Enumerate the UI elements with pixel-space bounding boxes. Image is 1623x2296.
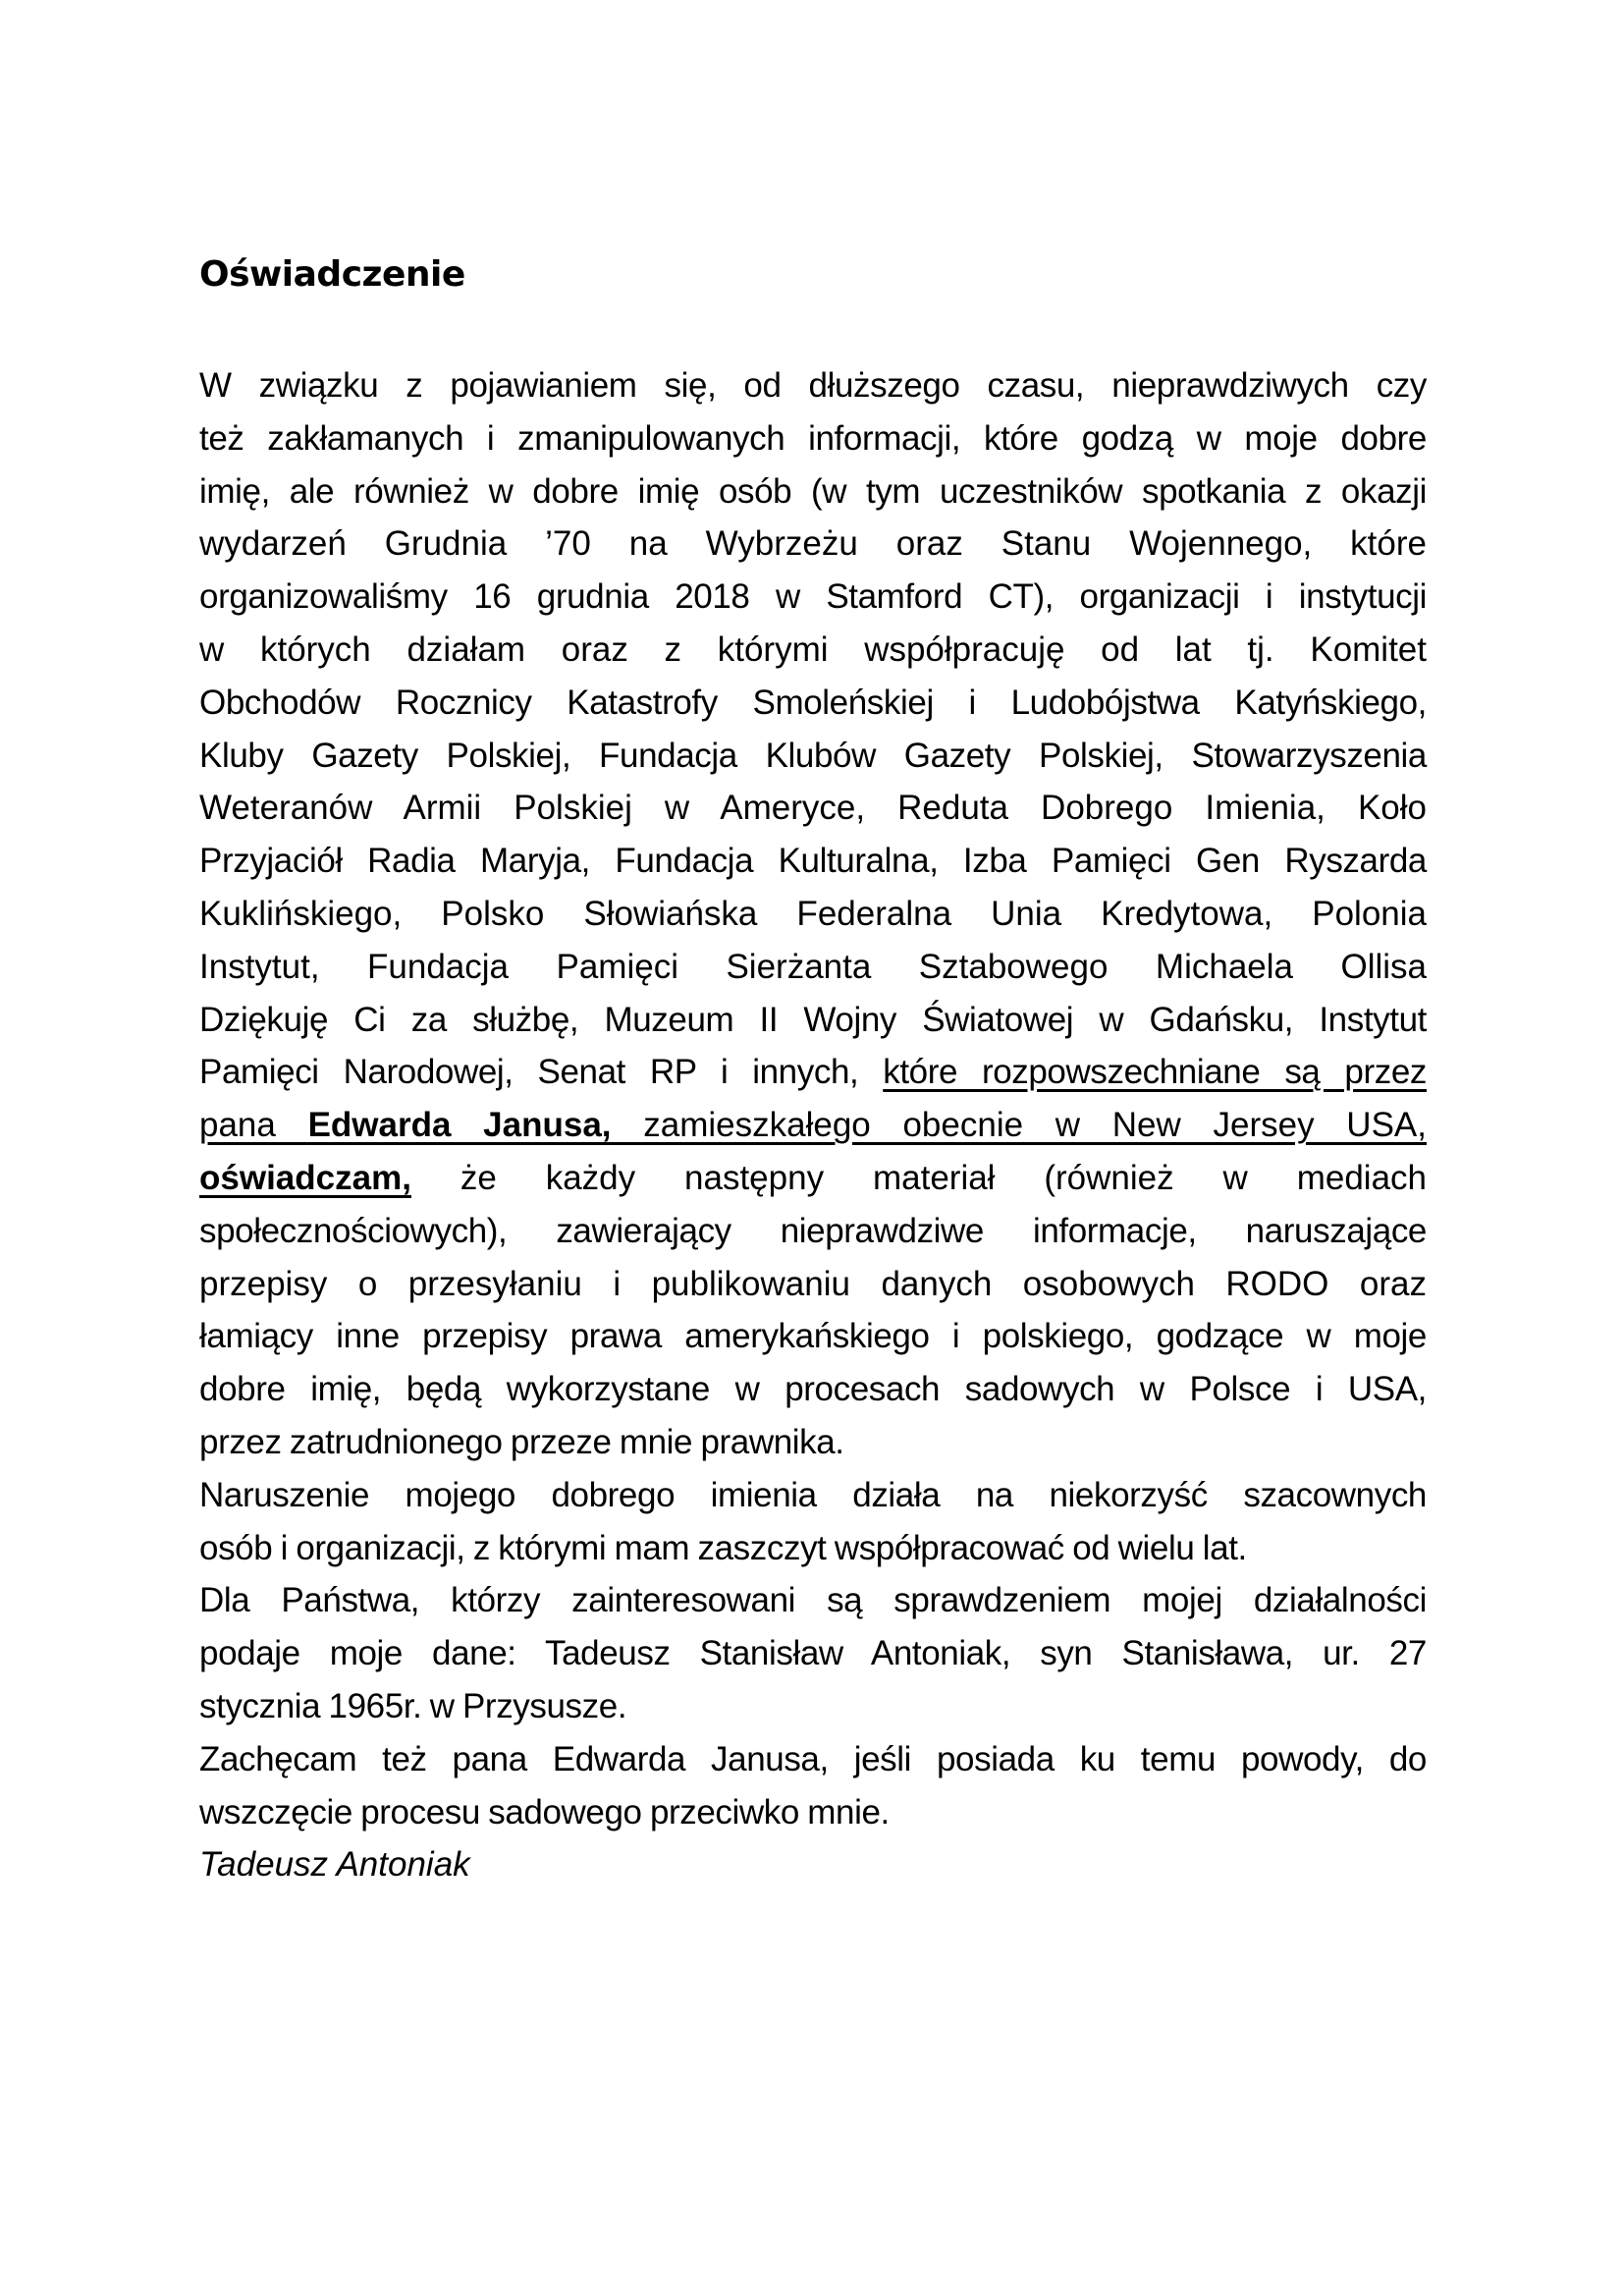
bold-name-edwarda-janusa: Edwarda Janusa, (307, 1106, 612, 1145)
body-line: podaje moje dane: Tadeusz Stanisław Antoniak, syn Stanisława, ur. 27 (199, 1634, 1427, 1673)
plain-text: że każdy następny materiał (również w mediach (410, 1158, 1427, 1197)
body-line: też zakłamanych i zmanipulowanych informacji, które godzą w moje dobre (199, 418, 1427, 458)
underlined-text: pana (199, 1106, 308, 1145)
body-line: Weteranów Armii Polskiej w Ameryce, Reduta Dobrego Imienia, Koło (199, 789, 1427, 828)
body-line: wydarzeń Grudnia ’70 na Wybrzeżu oraz Stanu Wojennego, które (199, 524, 1427, 564)
document-title: Oświadczenie (199, 254, 465, 295)
body-line: dobre imię, będą wykorzystane w procesach sadowych w Polsce i USA, (199, 1370, 1427, 1409)
body-line: Naruszenie mojego dobrego imienia działa na niekorzyść szacownych (199, 1475, 1427, 1514)
body-line: Dla Państwa, którzy zainteresowani są sprawdzeniem mojej działalności (199, 1581, 1427, 1620)
body-line: łamiący inne przepisy prawa amerykańskiego i polskiego, godzące w moje (199, 1317, 1427, 1356)
body-line: wszczęcie procesu sadowego przeciwko mnie. (199, 1792, 890, 1831)
body-line: w których działam oraz z którymi współpracuję od lat tj. Komitet (199, 629, 1427, 669)
body-line: społecznościowych), zawierający nieprawdziwe informacje, naruszające (199, 1211, 1427, 1250)
underlined-text: zamieszkałego obecnie w New Jersey USA, (611, 1106, 1427, 1145)
body-line: organizowaliśmy 16 grudnia 2018 w Stamford CT), organizacji i instytucji (199, 577, 1427, 617)
body-line: Obchodów Rocznicy Katastrofy Smoleńskiej i Ludobójstwa Katyńskiego, (199, 683, 1427, 722)
bold-declaration-oswiadczam: oświadczam, (199, 1158, 411, 1197)
signature: Tadeusz Antoniak (199, 1845, 470, 1885)
underlined-text: które rozpowszechniane są przez (883, 1053, 1427, 1092)
body-line: Przyjaciół Radia Maryja, Fundacja Kulturalna, Izba Pamięci Gen Ryszarda (199, 842, 1427, 881)
body-line: osób i organizacji, z którymi mam zaszczyt współpracować od wielu lat. (199, 1528, 1247, 1567)
body-line: Zachęcam też pana Edwarda Janusa, jeśli posiada ku temu powody, do (199, 1739, 1427, 1778)
body-line-underlined (199, 1099, 1427, 1152)
statement-body (199, 359, 1427, 1891)
body-line-underlined-start (199, 1046, 1427, 1099)
body-line: imię, ale również w dobre imię osób (w tym uczestników spotkania z okazji (199, 471, 1427, 511)
body-line: Instytut, Fundacja Pamięci Sierżanta Sztabowego Michaela Ollisa (199, 947, 1427, 986)
body-line: Dziękuję Ci za służbę, Muzeum II Wojny Światowej w Gdańsku, Instytut (199, 1000, 1427, 1039)
body-line: przez zatrudnionego przeze mnie prawnika. (199, 1422, 844, 1461)
body-line: Kuklińskiego, Polsko Słowiańska Federalna Unia Kredytowa, Polonia (199, 894, 1427, 933)
body-line: stycznia 1965r. w Przysusze. (199, 1686, 627, 1725)
body-line: Kluby Gazety Polskiej, Fundacja Klubów Gazety Polskiej, Stowarzyszenia (199, 736, 1427, 775)
body-line: przepisy o przesyłaniu i publikowaniu danych osobowych RODO oraz (199, 1264, 1427, 1303)
plain-text: Pamięci Narodowej, Senat RP i innych, (199, 1053, 884, 1092)
body-line-declaration (199, 1152, 1427, 1205)
body-line: W związku z pojawianiem się, od dłuższego czasu, nieprawdziwych czy (199, 366, 1427, 405)
